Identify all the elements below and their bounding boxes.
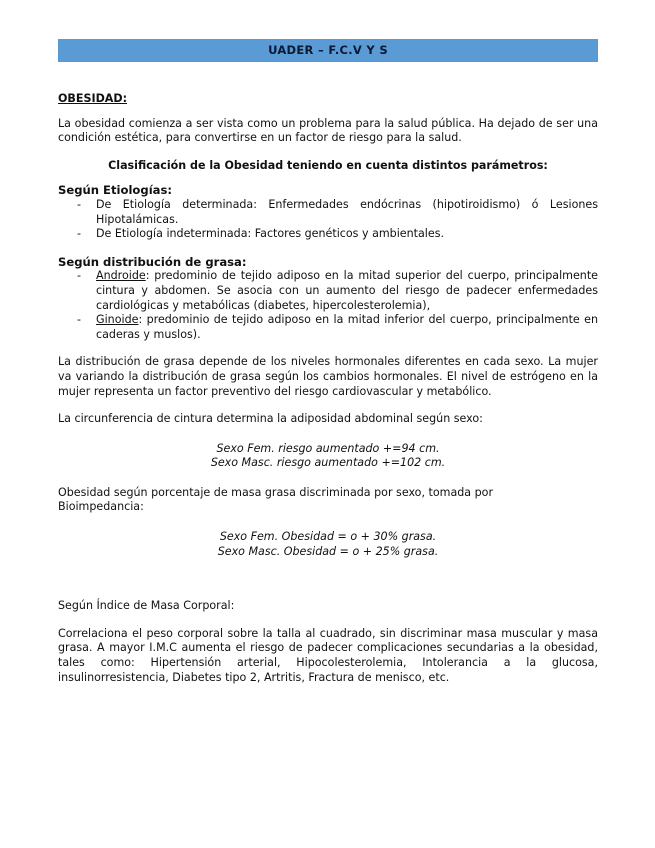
header-bar <box>58 39 598 62</box>
ginoide-term: Ginoide <box>96 313 139 327</box>
section-title: OBESIDAD: <box>58 92 128 105</box>
dash-bullet: - <box>77 227 82 241</box>
list-item <box>58 198 598 227</box>
androide-term: Androide <box>96 269 146 283</box>
list-item <box>58 227 598 242</box>
intro-paragraph: La obesidad comienza a ser vista como un problema para la salud pública. Ha dejado de ser una condición estética, para convertirse en un factor de riesgo para la salud. <box>58 116 598 145</box>
etiologia-item-text: De Etiología indeterminada: Factores genéticos y ambientales. <box>96 227 445 241</box>
dash-bullet: - <box>77 269 82 283</box>
masa-grasa-intro: Obesidad según porcentaje de masa grasa discriminada por sexo, tomada por Bioimpedancia: <box>58 485 494 514</box>
masa-grasa-values <box>58 530 598 559</box>
etiologia-title: Según Etiologías: <box>58 183 173 198</box>
list-item <box>58 269 598 313</box>
classification-title: Clasificación de la Obesidad teniendo en cuenta distintos parámetros: <box>108 158 548 172</box>
document-page <box>58 39 598 685</box>
etiologia-item-text: De Etiología determinada: Enfermedades endócrinas (hipotiroidismo) ó Lesiones Hipotalámicas. <box>96 197 598 226</box>
etiologia-list <box>58 198 598 242</box>
imc-title: Según Índice de Masa Corporal: <box>58 599 235 613</box>
masa-grasa-fem: Sexo Fem. Obesidad = o + 30% grasa. <box>219 530 437 544</box>
cintura-masc: Sexo Masc. riesgo aumentado +=102 cm. <box>210 456 446 470</box>
dash-bullet: - <box>77 197 82 211</box>
cintura-values <box>58 442 598 471</box>
hormonal-paragraph: La distribución de grasa depende de los niveles hormonales diferentes en cada sexo. La mujer va variando la distribución de grasa según los cambios hormonales. El nivel de estrógeno en la mujer representa un factor preventivo del riesgo cardiovascular y metabólico. <box>58 355 598 398</box>
dash-bullet: - <box>77 313 82 327</box>
cintura-intro: La circunferencia de cintura determina la adiposidad abdominal según sexo: <box>58 412 483 426</box>
header-title: UADER – F.C.V Y S <box>268 43 388 57</box>
distribucion-title: Según distribución de grasa: <box>58 254 247 269</box>
list-item <box>58 313 598 342</box>
cintura-fem: Sexo Fem. riesgo aumentado +=94 cm. <box>216 441 440 455</box>
androide-text: : predominio de tejido adiposo en la mitad superior del cuerpo, principalmente cintura y abdomen. Se asocia con un aumento del riesgo de padecer enfermedades cardiológicas y metabólicas (diabetes, hipercolesterolemia), <box>96 269 598 312</box>
ginoide-text: : predominio de tejido adiposo en la mitad inferior del cuerpo, principalmente en caderas y muslos). <box>96 313 598 341</box>
masa-grasa-masc: Sexo Masc. Obesidad = o + 25% grasa. <box>217 544 439 558</box>
distribucion-list <box>58 269 598 342</box>
imc-paragraph: Correlaciona el peso corporal sobre la talla al cuadrado, sin discriminar masa muscular y masa grasa. A mayor I.M.C aumenta el riesgo de padecer complicaciones secundarias a la obesidad, tales como: Hipertensión arterial, Hipocolesterolemia, Intolerancia a la glucosa, insulinorresistencia, Diabetes tipo 2, Artritis, Fractura de menisco, etc. <box>58 626 598 684</box>
